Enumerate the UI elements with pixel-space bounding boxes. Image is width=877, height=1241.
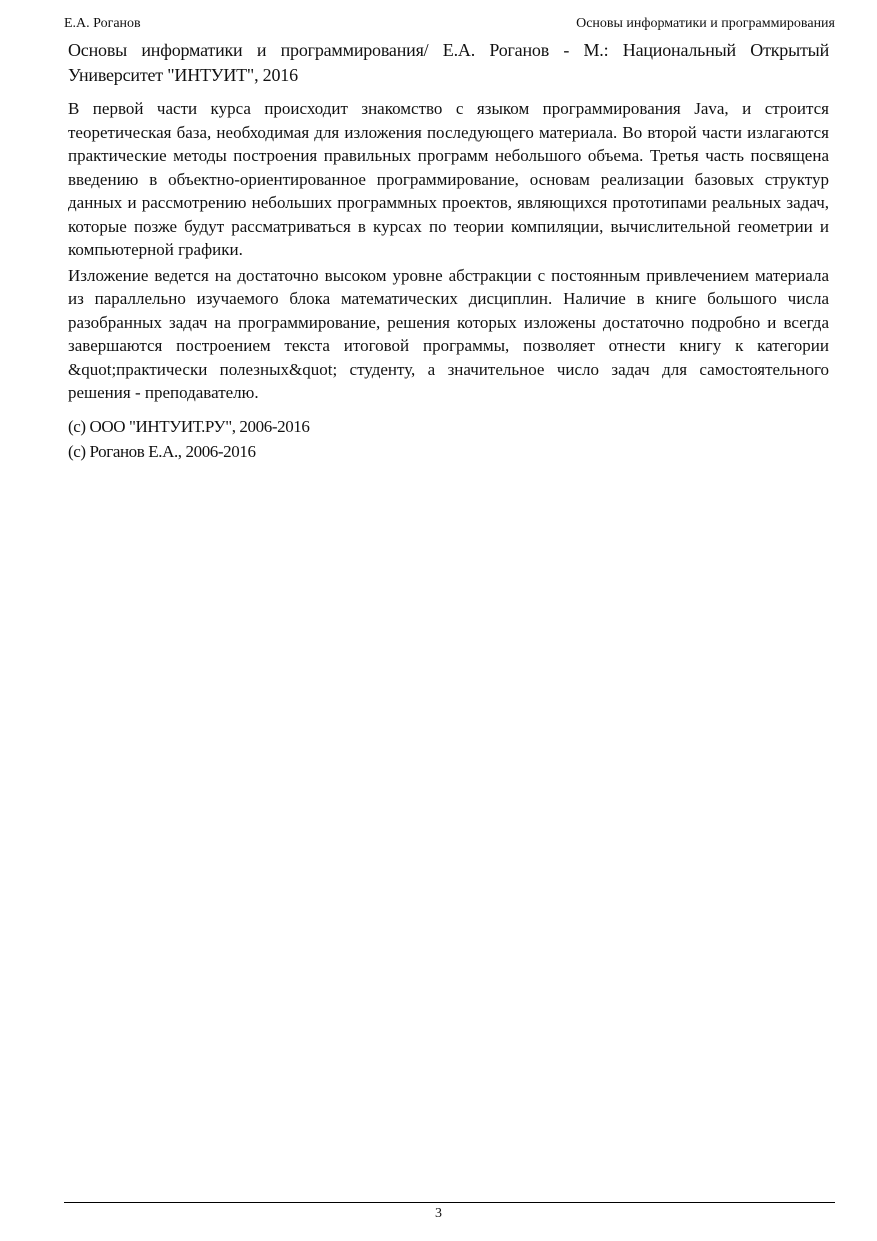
footer-divider	[64, 1202, 835, 1203]
copyright-publisher: (c) ООО "ИНТУИТ.РУ", 2006-2016	[68, 416, 310, 436]
abstract-paragraph-2: Изложение ведется на достаточно высоком уровне абстракции с постоянным привлечением материала из параллельно изучаемого блока математических дисциплин. Наличие в книге большого числа разобранных задач на программирование, решения которых изложены достаточно подробно и всегда завершаются построением текста итоговой программы, позволяет отнести книгу к категории &quot;практически полезных&quot; студенту, а значительное число задач для самостоятельного решения - преподавателю.	[68, 265, 829, 402]
page-number: 3	[435, 1206, 442, 1221]
page-content	[68, 38, 829, 464]
header-author: Е.А. Роганов	[64, 16, 141, 31]
abstract-paragraph-1: В первой части курса происходит знакомство с языком программирования Java, и строится теоретическая база, необходимая для изложения последующего материала. Во второй части излагаются практические методы построения правильных программ небольшого объема. Третья часть посвящена введению в объектно-ориентированное программирование, основам реализации базовых структур данных и рассмотрению небольших программных проектов, являющихся прототипами реальных задач, которые позже будут рассматриваться в курсах по теории компиляции, вычислительной геометрии и компьютерной графики.	[68, 99, 829, 259]
page-header	[64, 16, 835, 36]
book-citation: Основы информатики и программирования/ Е.А. Роганов - М.: Национальный Открытый Университет "ИНТУИТ", 2016	[68, 40, 829, 85]
header-course-title: Основы информатики и программирования	[576, 16, 835, 31]
copyright-author: (c) Роганов Е.А., 2006-2016	[68, 441, 256, 461]
